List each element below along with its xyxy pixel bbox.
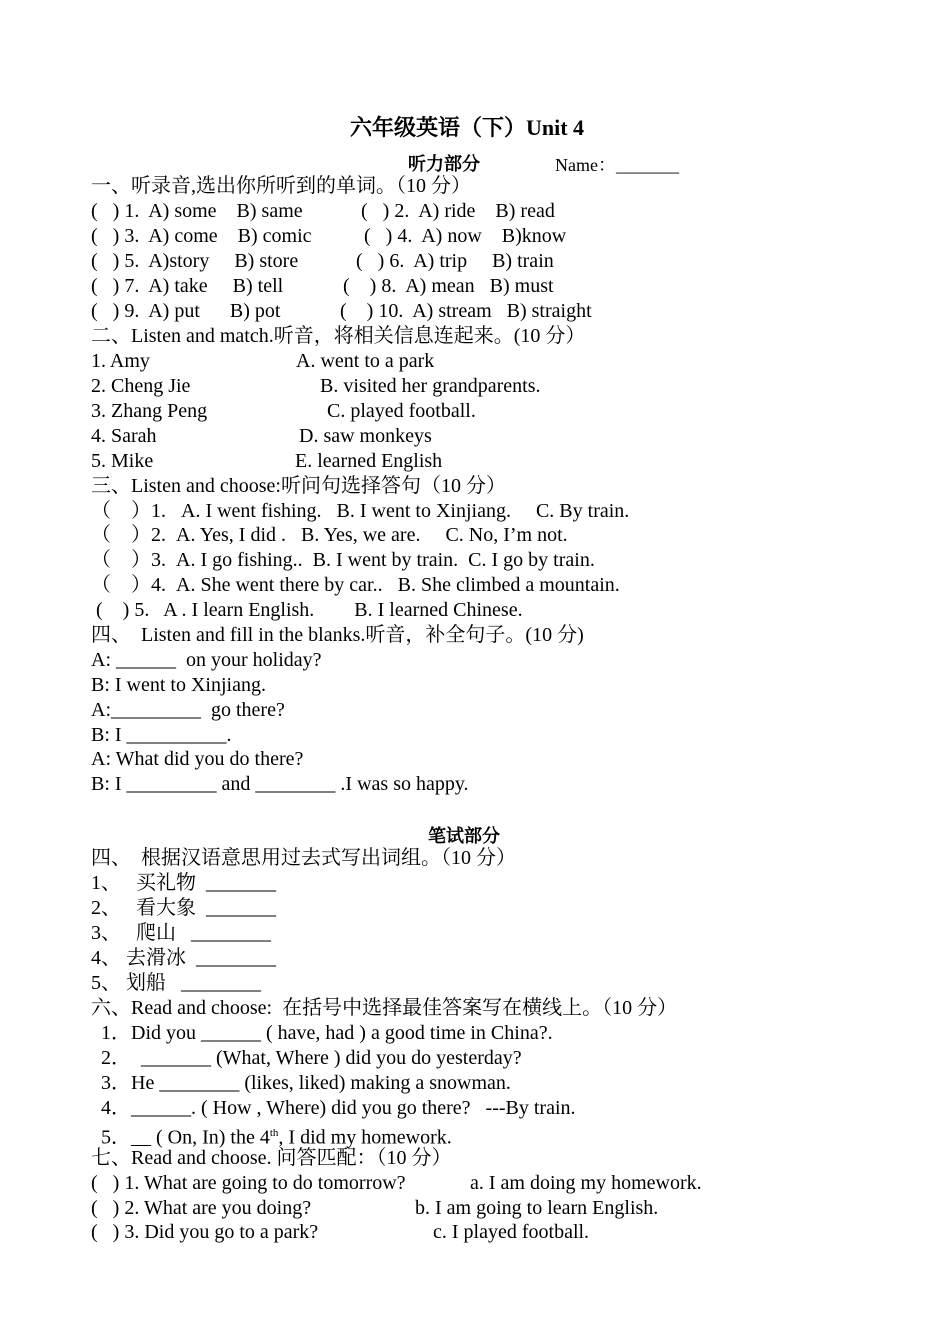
section1-item-left: ( ) 3. A) come B) comic [91,225,312,247]
section1-item-left: ( ) 9. A) put B) pot [91,300,281,322]
section2-heading: 二、Listen and match.听音，将相关信息连起来。(10 分） [91,325,586,347]
listening-part-label: 听力部分 [408,154,480,174]
choice-question: （ ）4. A. She went there by car.. B. She climbed a mountain. [91,574,620,596]
ordinal-suffix: th [269,1127,279,1139]
match-person: 2. Cheng Jie [91,375,191,397]
choice-question: ( ) 5. A . I learn English. B. I learned Chinese. [91,599,523,621]
match-activity: C. played football. [327,400,476,422]
section4-heading: 四、 Listen and fill in the blanks.听音，补全句子。(10 分) [91,624,584,646]
match-question: ( ) 2. What are you doing? [91,1197,312,1219]
choice-question: （ ）1. A. I went fishing. B. I went to Xinjiang. C. By train. [91,500,630,522]
match-answer: c. I played football. [433,1221,590,1243]
match-activity: D. saw monkeys [299,425,432,447]
dialogue-line: B: I __________. [91,724,232,746]
match-activity: E. learned English [295,450,443,472]
section1-item-left: ( ) 5. A)story B) store [91,250,299,272]
match-answer: a. I am doing my homework. [470,1172,702,1194]
phrase-item: 3、 爬山 ________ [91,922,271,944]
phrase-item: 1、 买礼物 _______ [91,872,276,894]
choose-item: 1．Did you ______ ( have, had ) a good time in China?. [91,1022,553,1044]
choice-question: （ ）3. A. I go fishing.. B. I went by train. C. I go by train. [91,549,595,571]
match-person: 4. Sarah [91,425,157,447]
phrase-item: 2、 看大象 _______ [91,897,276,919]
section6-heading: 六、Read and choose: 在括号中选择最佳答案写在横线上。（10 分） [91,997,678,1019]
choose-item-text-end: , I did my homework. [278,1126,452,1149]
choose-item [91,1121,452,1149]
written-part-label: 笔试部分 [428,826,500,846]
match-answer: b. I am going to learn English. [415,1197,659,1219]
choose-item: 3．He ________ (likes, liked) making a snowman. [91,1072,511,1094]
section1-item-right: ( ) 10. A) stream B) straight [340,300,592,322]
section1-item-right: ( ) 8. A) mean B) must [343,275,554,297]
match-question: ( ) 3. Did you go to a park? [91,1221,319,1243]
section1-heading: 一、听录音,选出你所听到的单词。（10 分） [91,175,471,197]
phrase-item: 4、 去滑冰 ________ [91,947,276,969]
section1-item-left: ( ) 7. A) take B) tell [91,275,284,297]
match-person: 3. Zhang Peng [91,400,208,422]
match-person: 1. Amy [91,350,150,372]
match-question: ( ) 1. What are going to do tomorrow? [91,1172,406,1194]
match-activity: A. went to a park [296,350,435,372]
dialogue-line: B: I went to Xinjiang. [91,674,266,696]
section7-heading: 七、Read and choose. 问答匹配：（10 分） [91,1147,452,1169]
section1-item-left: ( ) 1. A) some B) same [91,200,303,222]
choose-item-text: 5．__ ( On, In) the 4 [91,1126,270,1149]
match-person: 5. Mike [91,450,154,472]
choose-item: 4．______. ( How , Where) did you go there? ---By train. [91,1097,576,1119]
phrase-item: 5、 划船 ________ [91,972,261,994]
section3-heading: 三、Listen and choose:听问句选择答句（10 分） [91,475,506,497]
dialogue-line: B: I _________ and ________ .I was so happy. [91,773,469,795]
page-title: 六年级英语（下）Unit 4 [349,115,585,140]
section5-heading: 四、 根据汉语意思用过去式写出词组。（10 分） [91,847,516,869]
dialogue-line: A:_________ go there? [91,699,285,721]
section1-item-right: ( ) 2. A) ride B) read [361,200,555,222]
name-field-label: Name：_______ [555,155,679,175]
dialogue-line: A: What did you do there? [91,748,304,770]
section1-item-right: ( ) 6. A) trip B) train [356,250,554,272]
choose-item: 2． _______ (What, Where ) did you do yesterday? [91,1047,522,1069]
match-activity: B. visited her grandparents. [320,375,541,397]
section1-item-right: ( ) 4. A) now B)know [364,225,567,247]
choice-question: （ ）2. A. Yes, I did . B. Yes, we are. C. No, I’m not. [91,524,568,546]
dialogue-line: A: ______ on your holiday? [91,649,322,671]
